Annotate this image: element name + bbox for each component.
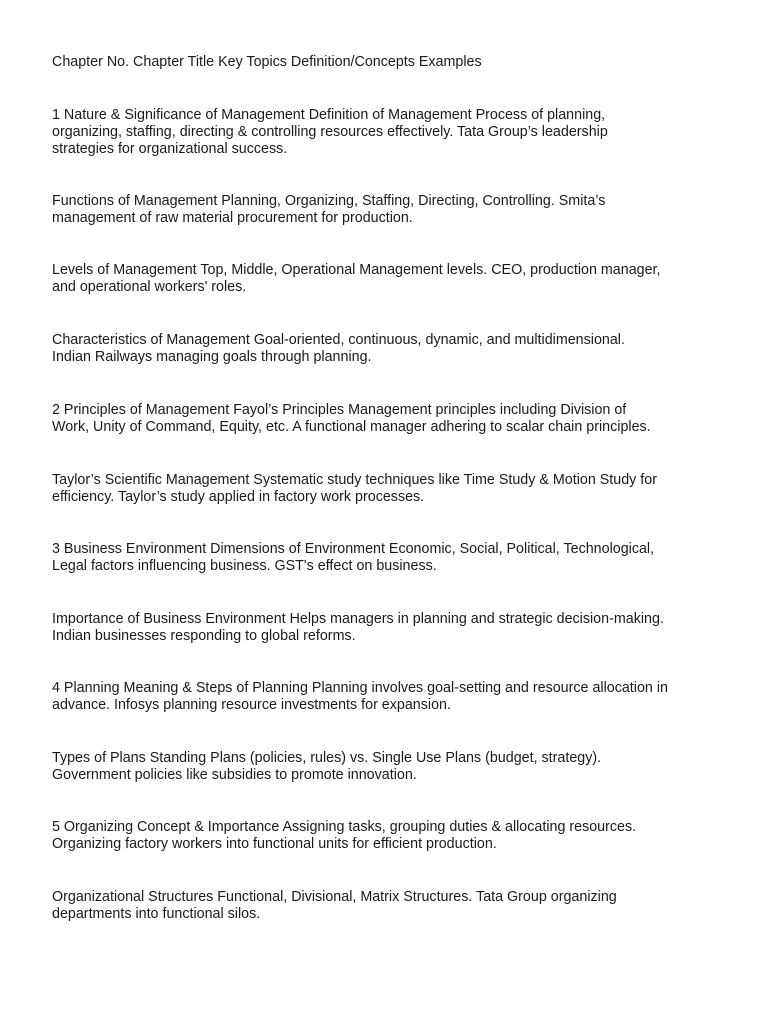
text-line: Levels of Management Top, Middle, Operational Management levels. CEO, production manager,: [52, 262, 661, 278]
paragraph-principles: [52, 402, 724, 436]
text-line: Organizational Structures Functional, Divisional, Matrix Structures. Tata Group organizing: [52, 889, 617, 905]
text-line: Government policies like subsidies to promote innovation.: [52, 767, 417, 783]
text-line: management of raw material procurement for production.: [52, 210, 413, 226]
text-line: 2 Principles of Management Fayol’s Principles Management principles including Division of: [52, 402, 627, 418]
text-line: 5 Organizing Concept & Importance Assigning tasks, grouping duties & allocating resources.: [52, 819, 637, 835]
text-line: departments into functional silos.: [52, 906, 261, 922]
header-text: Chapter No. Chapter Title Key Topics Definition/Concepts Examples: [52, 54, 482, 70]
text-line: Importance of Business Environment Helps managers in planning and strategic decision-making.: [52, 611, 664, 627]
paragraph-importance-environment: [52, 611, 724, 645]
text-line: 3 Business Environment Dimensions of Environment Economic, Social, Political, Technological,: [52, 541, 655, 557]
text-line: advance. Infosys planning resource investments for expansion.: [52, 697, 451, 713]
text-line: Functions of Management Planning, Organizing, Staffing, Directing, Controlling. Smita’s: [52, 193, 606, 209]
paragraph-business-environment: [52, 541, 724, 575]
text-line: efficiency. Taylor’s study applied in factory work processes.: [52, 489, 425, 505]
text-line: organizing, staffing, directing & controlling resources effectively. Tata Group’s leadership: [52, 124, 608, 140]
paragraph-taylor: [52, 472, 724, 506]
text-line: and operational workers' roles.: [52, 279, 247, 295]
paragraph-types-of-plans: [52, 750, 724, 784]
text-line: Indian businesses responding to global reforms.: [52, 628, 356, 644]
paragraph-characteristics: [52, 332, 724, 366]
paragraph-levels: [52, 262, 724, 296]
text-line: Characteristics of Management Goal-oriented, continuous, dynamic, and multidimensional.: [52, 332, 625, 348]
paragraph-functions: [52, 193, 724, 227]
text-line: Legal factors influencing business. GST's effect on business.: [52, 558, 437, 574]
paragraph-planning: [52, 680, 724, 714]
text-line: Taylor’s Scientific Management Systematic study techniques like Time Study & Motion Study for: [52, 472, 657, 488]
paragraph-nature-significance: [52, 107, 724, 158]
table-header-line: [52, 54, 724, 71]
text-line: Work, Unity of Command, Equity, etc. A functional manager adhering to scalar chain principles.: [52, 419, 651, 435]
paragraph-org-structures: [52, 889, 724, 923]
text-line: strategies for organizational success.: [52, 141, 288, 157]
text-line: 1 Nature & Significance of Management Definition of Management Process of planning,: [52, 107, 606, 123]
paragraph-organizing: [52, 819, 724, 853]
text-line: Organizing factory workers into functional units for efficient production.: [52, 836, 497, 852]
text-line: 4 Planning Meaning & Steps of Planning Planning involves goal-setting and resource allocation in: [52, 680, 668, 696]
text-line: Indian Railways managing goals through planning.: [52, 349, 372, 365]
text-line: Types of Plans Standing Plans (policies, rules) vs. Single Use Plans (budget, strategy).: [52, 750, 602, 766]
